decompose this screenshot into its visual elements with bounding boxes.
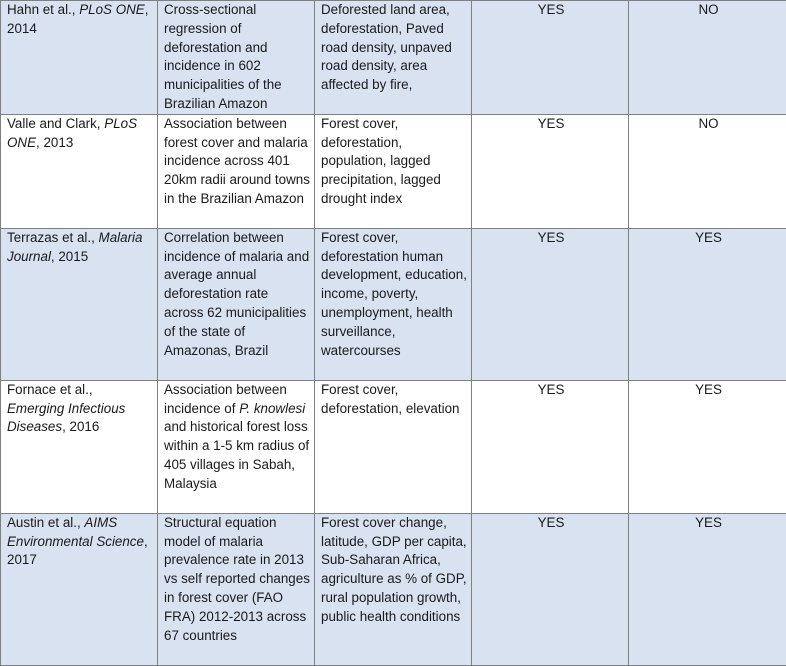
result-cell: YES (472, 513, 629, 665)
variables-cell: Forest cover, deforestation, elevation (315, 380, 472, 513)
design-cell: Association between forest cover and malaria incidence across 401 20km radii around towns in the Brazilian Amazon (158, 114, 315, 228)
journal-name: Emerging Infectious Diseases (7, 401, 125, 435)
result-cell: YES (472, 1, 629, 115)
result-cell: YES (472, 228, 629, 380)
variables-cell: Forest cover, deforestation human development, education, income, poverty, unemployment, health surveillance, watercourses (315, 228, 472, 380)
result-cell: YES (472, 380, 629, 513)
result-cell: YES (629, 228, 786, 380)
citation-cell: Fornace et al., Emerging Infectious Diseases, 2016 (1, 380, 158, 513)
table-row (1, 1, 786, 115)
journal-name: PLoS ONE (7, 116, 137, 150)
journal-name: AIMS Environmental Science (7, 515, 144, 549)
citation-cell: Austin et al., AIMS Environmental Science, 2017 (1, 513, 158, 665)
table-row (1, 513, 786, 665)
citation-cell: Valle and Clark, PLoS ONE, 2013 (1, 114, 158, 228)
design-cell: Structural equation model of malaria prevalence rate in 2013 vs self reported changes in forest cover (FAO FRA) 2012-2013 across 67 countries (158, 513, 315, 665)
table-row (1, 380, 786, 513)
design-cell: Cross-sectional regression of deforestation and incidence in 602 municipalities of the Brazilian Amazon (158, 1, 315, 115)
design-cell: Correlation between incidence of malaria and average annual deforestation rate across 62 municipalities of the state of Amazonas, Brazil (158, 228, 315, 380)
citation-cell: Terrazas et al., Malaria Journal, 2015 (1, 228, 158, 380)
result-cell: YES (472, 114, 629, 228)
variables-cell: Forest cover change, latitude, GDP per capita, Sub-Saharan Africa, agriculture as % of GDP, rural population growth, public health conditions (315, 513, 472, 665)
result-cell: YES (629, 513, 786, 665)
result-cell: NO (629, 1, 786, 115)
variables-cell: Forest cover, deforestation, population, lagged precipitation, lagged drought index (315, 114, 472, 228)
result-cell: YES (629, 380, 786, 513)
table-row (1, 114, 786, 228)
journal-name: PLoS ONE (79, 2, 145, 17)
journal-name: Malaria Journal (7, 230, 142, 264)
table-row (1, 228, 786, 380)
variables-cell: Deforested land area, deforestation, Paved road density, unpaved road density, area affected by fire, (315, 1, 472, 115)
design-cell: Association between incidence of P. knowlesi and historical forest loss within a 1-5 km radius of 405 villages in Sabah, Malaysia (158, 380, 315, 513)
citation-cell: Hahn et al., PLoS ONE, 2014 (1, 1, 158, 115)
result-cell: NO (629, 114, 786, 228)
